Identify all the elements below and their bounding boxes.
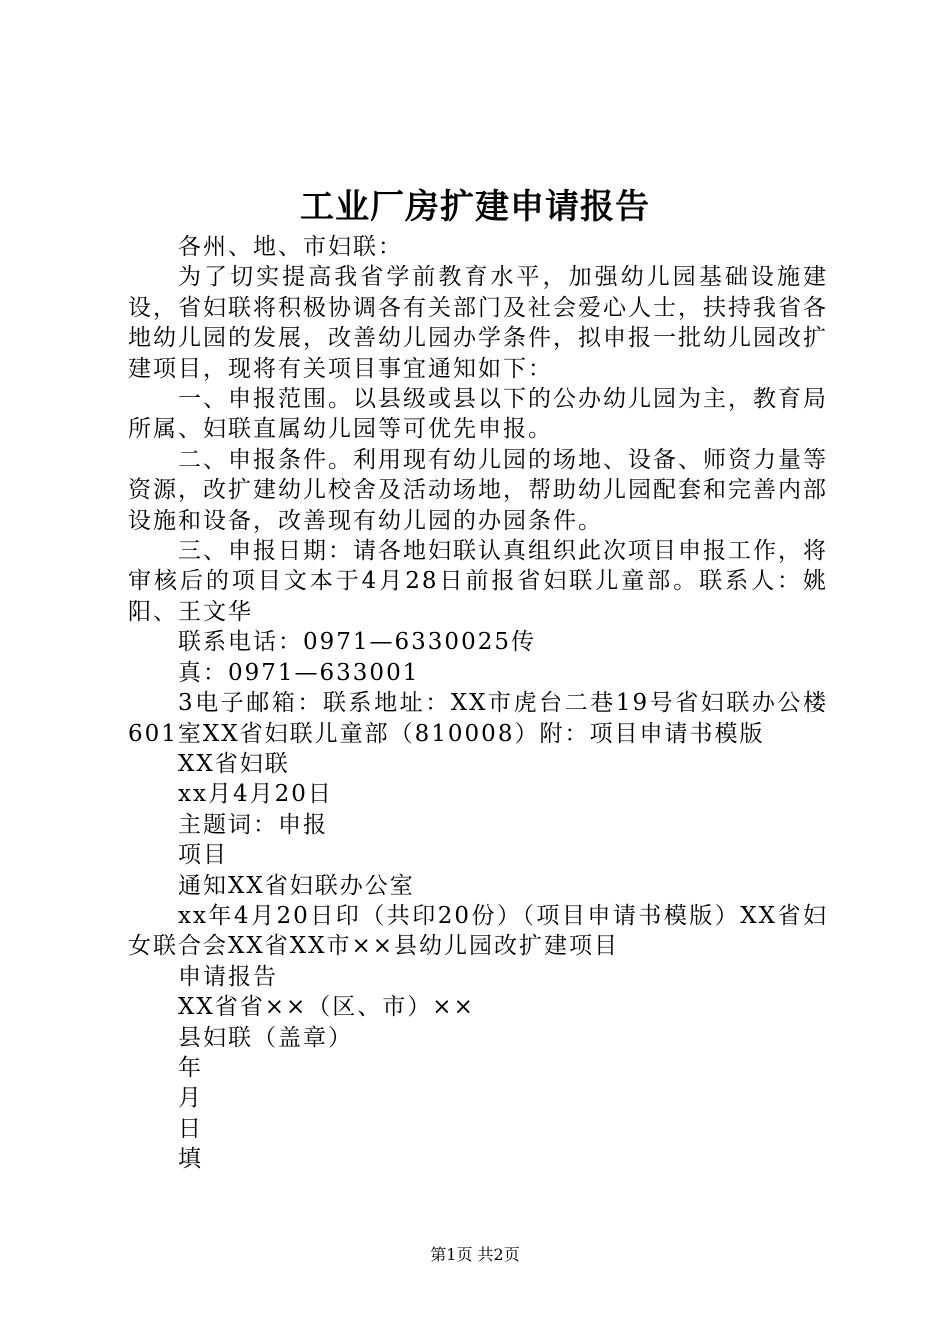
seal-line: 县妇联（盖章）: [178, 1024, 353, 1051]
conditions-paragraph: 二、申报条件。利用现有幼儿园的场地、设备、师资力量等资源，改扩建幼儿校舍及活动场地，帮助幼儿园配套和完善内部设施和设备，改善现有幼儿园的办园条件。: [128, 446, 828, 534]
intro-paragraph: 为了切实提高我省学前教育水平，加强幼儿园基础设施建设，省妇联将积极协调各有关部门及社会爱心人士，扶持我省各地幼儿园的发展，改善幼儿园办学条件，拟申报一批幼儿园改扩建项目，现将有关项目事宜通知如下：: [128, 264, 828, 382]
scope-paragraph: 一、申报范围。以县级或县以下的公办幼儿园为主，教育局所属、妇联直属幼儿园等可优先申报。: [128, 386, 828, 443]
issue-date-line: xx月4月20日: [178, 781, 333, 808]
year-line: 年: [178, 1054, 203, 1081]
region-line: XX省省××（区、市）××: [178, 994, 475, 1021]
issuer-line: XX省妇联: [178, 750, 290, 777]
subject-line: 主题词：申报: [178, 811, 328, 838]
fax-line: 真：0971—633001: [178, 659, 420, 686]
phone-line: 联系电话：0971—6330025传: [178, 629, 536, 656]
date-paragraph: 三、申报日期：请各地妇联认真组织此次项目申报工作，将审核后的项目文本于4月28日前报省妇联儿童部。联系人：姚阳、王文华: [128, 538, 828, 625]
notice-office-line: 通知XX省妇联办公室: [178, 872, 415, 899]
day-line: 日: [178, 1115, 203, 1142]
salutation: 各州、地、市妇联：: [178, 234, 403, 260]
report-heading-line: 申请报告: [178, 963, 278, 990]
print-info-paragraph: xx年4月20日印（共印20份）（项目申请书模版）XX省妇女联合会XX省XX市××县幼儿园改扩建项目: [128, 902, 828, 960]
fill-line: 填: [178, 1146, 203, 1173]
email-address-paragraph: 3电子邮箱：联系地址：XX市虎台二巷19号省妇联办公楼601室XX省妇联儿童部（810008）附：项目申请书模版: [128, 690, 828, 747]
page-footer: 第1页 共2页: [430, 1245, 520, 1264]
document-title: 工业厂房扩建申请报告: [300, 187, 650, 227]
document-body: [128, 232, 828, 1175]
subject-item-line: 项目: [178, 842, 228, 869]
month-line: 月: [178, 1085, 203, 1112]
